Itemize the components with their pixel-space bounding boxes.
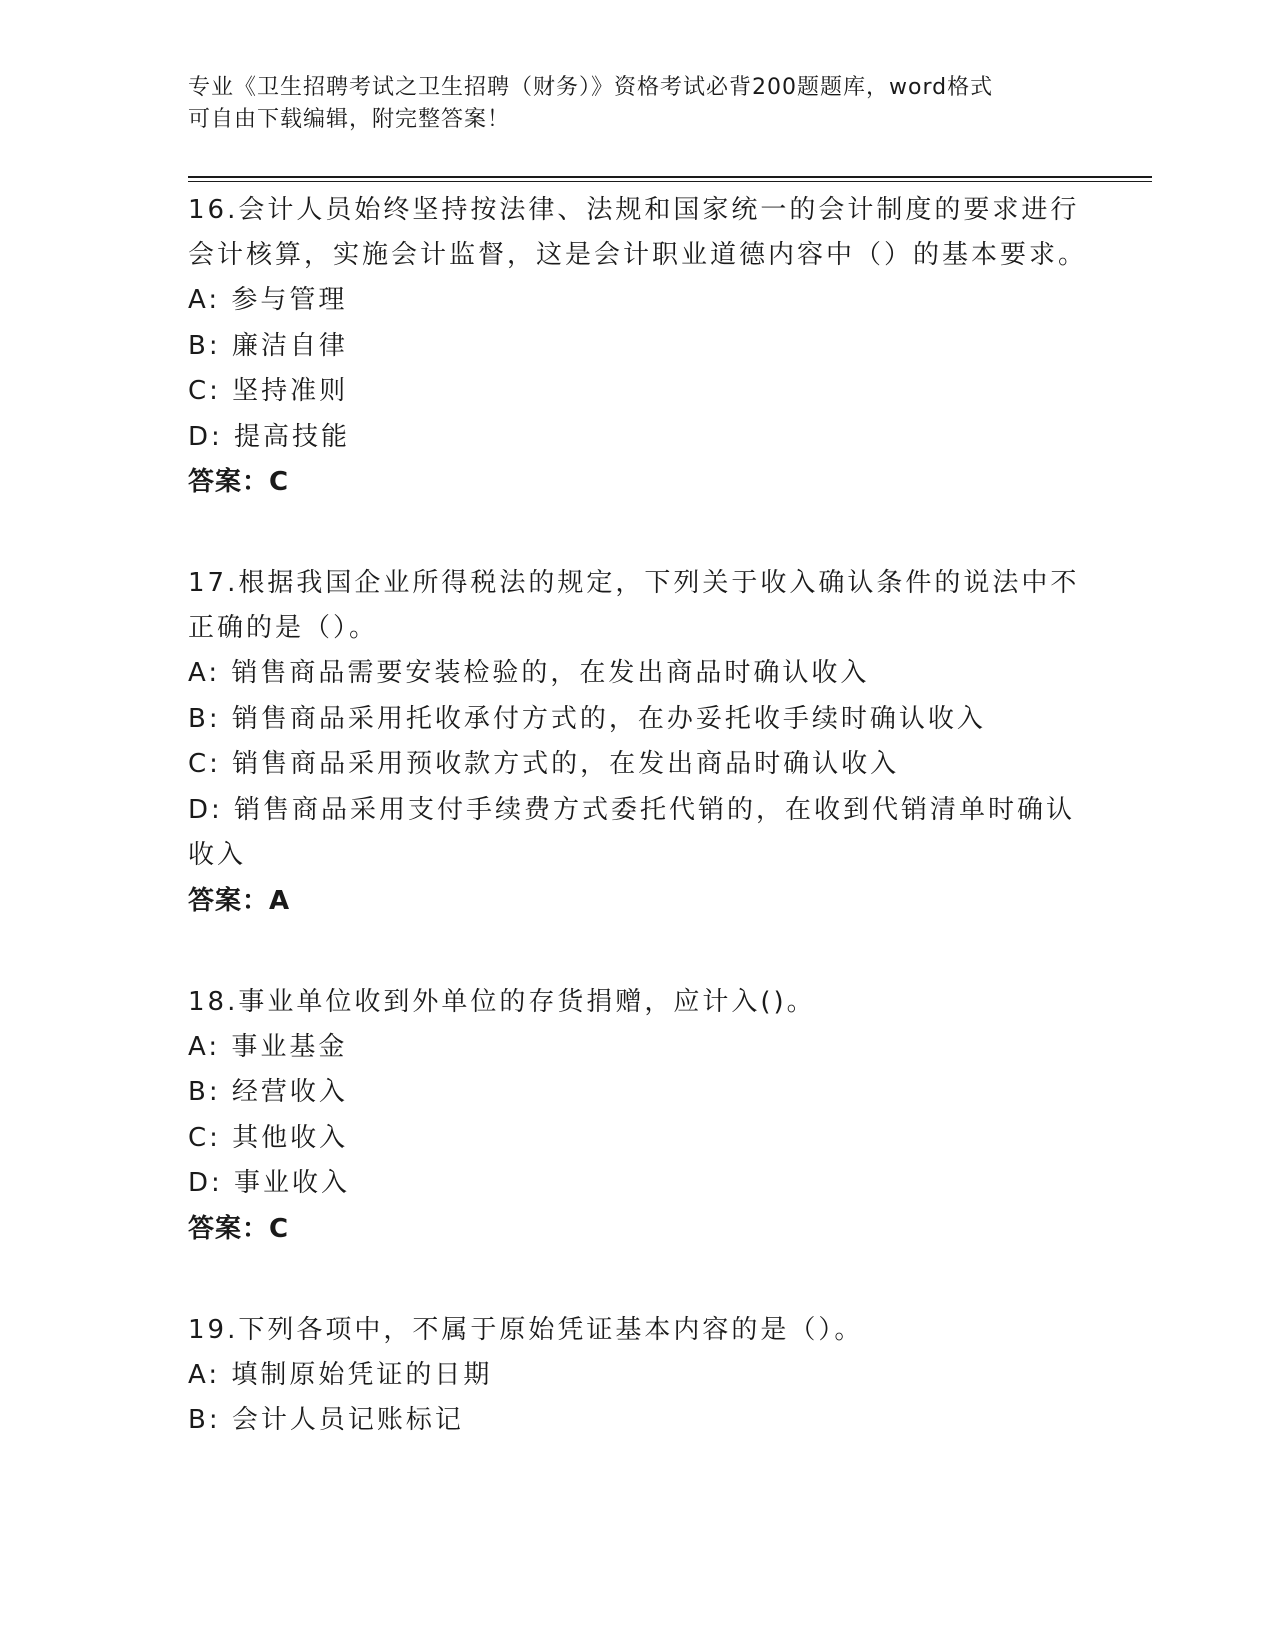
option-b: B: 会计人员记账标记 — [188, 1405, 464, 1435]
option-d: D: 事业收入 — [188, 1168, 351, 1198]
option-d: D: 提高技能 — [188, 421, 351, 452]
header-line-1: 专业《卫生招聘考试之卫生招聘（财务）》资格考试必背200题题库，word格式 — [188, 75, 994, 100]
header-line-2: 可自由下载编辑，附完整答案！ — [188, 107, 511, 132]
question-list — [188, 188, 1088, 1444]
option-c: C: 坚持准则 — [188, 376, 349, 406]
question-spacer — [188, 1252, 1088, 1308]
question-stem: 16.会计人员始终坚持按法律、法规和国家统一的会计制度的要求进行会计核算，实施会计监督，这是会计职业道德内容中（）的基本要求。 — [188, 195, 1088, 270]
option-c: C: 销售商品采用预收款方式的，在发出商品时确认收入 — [188, 749, 900, 779]
question-spacer — [188, 924, 1088, 980]
question-spacer — [188, 505, 1088, 561]
question-18 — [188, 980, 1088, 1252]
header-divider — [188, 176, 1152, 182]
option-b: B: 经营收入 — [188, 1077, 348, 1107]
question-stem: 19.下列各项中，不属于原始凭证基本内容的是（）。 — [188, 1314, 864, 1345]
answer: 答案：C — [188, 467, 290, 497]
option-b: B: 廉洁自律 — [188, 330, 348, 361]
option-c: C: 其他收入 — [188, 1122, 349, 1153]
question-stem: 18.事业单位收到外单位的存货捐赠，应计入()。 — [188, 986, 816, 1017]
answer: 答案：A — [188, 885, 291, 916]
question-16 — [188, 188, 1088, 505]
question-19 — [188, 1308, 1088, 1444]
answer: 答案：C — [188, 1213, 290, 1244]
question-stem: 17.根据我国企业所得税法的规定，下列关于收入确认条件的说法中不正确的是（）。 — [188, 568, 1080, 643]
option-a: A: 参与管理 — [188, 285, 348, 315]
option-d: D: 销售商品采用支付手续费方式委托代销的，在收到代销清单时确认收入 — [188, 794, 1076, 870]
option-a: A: 事业基金 — [188, 1031, 348, 1062]
question-17 — [188, 561, 1088, 924]
document-header — [188, 72, 1068, 136]
option-a: A: 销售商品需要安装检验的，在发出商品时确认收入 — [188, 658, 870, 688]
option-b: B: 销售商品采用托收承付方式的，在办妥托收手续时确认收入 — [188, 703, 986, 734]
option-a: A: 填制原始凭证的日期 — [188, 1359, 493, 1390]
